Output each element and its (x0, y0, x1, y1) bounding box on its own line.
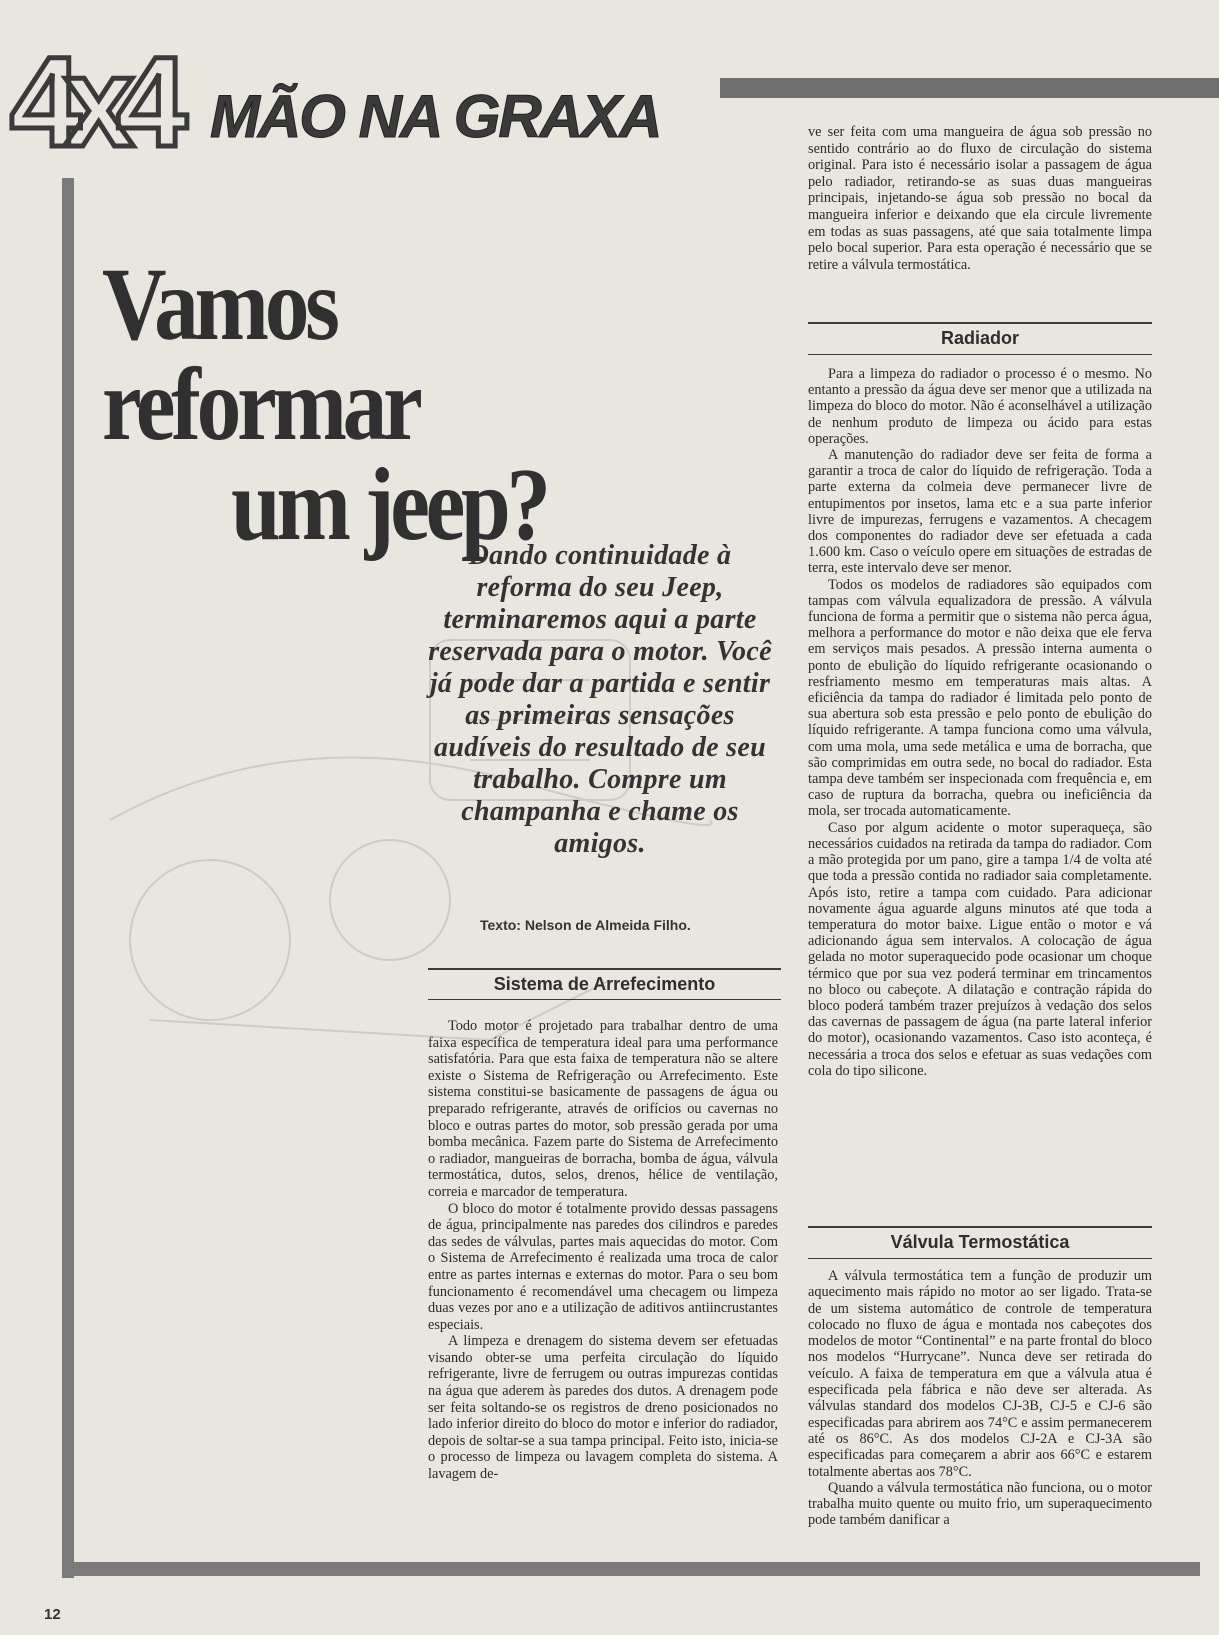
paragraph: A válvula termostática tem a função de produzir um aquecimento mais rápido no motor ao ser ligado. Trata-se de um sistema automático de controle de temperatura colocado no fluxo de água e montada nos cabeçotes dos modelos de motor “Continental” e na parte frontal do bloco nos modelos “Hurrycane”. Nunca deve ser retirada do veículo. A faixa de temperatura em que a válvula atua é especificada pela fábrica e não deve ser alterada. As válvulas standard dos modelos CJ-3B, CJ-5 e CJ-6 são especificadas para abrirem aos 74°C e assim permanecerem até os 86°C. As dos modelos CJ-2A e CJ-3A são especificadas para começarem a abrir aos 66°C e estarem totalmente abertas aos 78°C. (808, 1268, 1152, 1480)
column-middle (428, 1018, 778, 1483)
subhead-radiador: Radiador (940, 328, 1019, 348)
header-rule (720, 78, 1219, 98)
section-rule-top (428, 968, 781, 970)
left-margin-rule (62, 178, 74, 1578)
paragraph: Todos os modelos de radiadores são equipados com tampas com válvula equalizadora de pressão. A válvula funciona de forma a permitir que o sistema não perca água, melhora a performance do motor e não deixa que ele ferva em serviços mais pesados. A pressão interna aumenta o ponto de ebulição do líquido refrigerante ocasionando o resfriamento mesmo em temperaturas mais altas. A eficiência da tampa do radiador é limitada pelo ponto de sua abertura sob esta pressão e pelo ponto de ebulição do líquido refrigerante. A tampa funciona como uma válvula, com uma mola, uma sede metálica e uma de borracha, que são comprimidas em outra sede, no bocal do radiador. Esta tampa deve também ser inspecionada com frequência e, em caso de ruptura da borracha, quebra ou ineficiência da mola, ser trocada automaticamente. (808, 576, 1152, 820)
paragraph: A manutenção do radiador deve ser feita de forma a garantir a troca de calor do líquido de refrigeração. Toda a parte externa da colmeia deve permanecer livre de entupimentos por insetos, lama etc e a sua parte inferior livre de impurezas, ferrugens e vazamentos. A checagem dos componentes do radiador deve ser efetuada a cada 1.600 km. Caso o veículo opere em situações de estradas de terra, este intervalo deve ser menor. (808, 447, 1152, 577)
column-right-continuation (808, 124, 1152, 273)
section-rule-bottom (808, 1258, 1152, 1259)
paragraph: Todo motor é projetado para trabalhar dentro de uma faixa específica de temperatura ideal para uma performance satisfatória. Para que esta faixa de temperatura não se altere existe o Sistema de Refrigeração ou Arrefecimento. Este sistema constitui-se basicamente de passagens de água ou preparado refrigerante, através de orifícios ou cavernas no bloco e outras partes do motor, sob pressão gerada por uma bomba mecânica. Fazem parte do Sistema de Arrefecimento o radiador, mangueiras de borracha, bomba de água, válvula termostática, dutos, selos, drenos, hélice de ventilação, correia e marcador de temperatura. (428, 1018, 778, 1200)
article-headline (102, 247, 635, 562)
section-rule-bottom (428, 999, 781, 1000)
headline-line-1: Vamos reformar (102, 247, 419, 462)
subhead-valvula: Válvula Termostática (890, 1232, 1070, 1252)
paragraph: Para a limpeza do radiador o processo é o mesmo. No entanto a pressão da água deve ser menor que a utilizada na limpeza do bloco do motor. Não é aconselhável a utilização de nenhum produto de limpeza ou ácido para estas operações. (808, 366, 1152, 447)
paragraph: O bloco do motor é totalmente provido dessas passagens de água, principalmente nas paredes dos cilindros e paredes das sedes de válvulas, partes mais aquecidas do motor. Com o Sistema de Arrefecimento é realizada uma troca de calor entre as partes internas e externas do motor. Para o seu bom funcionamento é recomendável uma checagem ou limpeza duas vezes por ano e a utilização de aditivos antiincrustantes especiais. (428, 1200, 778, 1333)
paragraph: Caso por algum acidente o motor superaqueça, são necessários cuidados na retirada da tampa do radiador. Com a mão protegida por um pano, gire a tampa 1/4 de volta até que toda a pressão contida no radiador saia completamente. Após isto, retire a tampa com cuidado. Para adicionar novamente água aguarde alguns minutos até que toda a temperatura do motor baixe. Ligue então o motor e vá adicionando água sem intervalos. A colocação de água gelada no motor superaquecido pode ocasionar um choque térmico que por sua vez poderá terminar em trincamentos no bloco ou cabeçote. A dilatação e contração rápida do bloco poderá também trazer prejuízos à vedação dos selos das cavernas de passagem de água (na parte lateral inferior do motor), ocasionando vazamentos. Caso isto aconteça, é necessária a troca dos selos e efetuar as suas vedações com cola do tipo silicone. (808, 819, 1152, 1079)
column-right-valvula (808, 1268, 1152, 1529)
subhead-arrefecimento: Sistema de Arrefecimento (493, 974, 716, 994)
footer-rule (62, 1562, 1200, 1576)
section-rule-bottom (808, 354, 1152, 355)
column-right-radiador (808, 366, 1152, 1079)
logo-number: 4x4 (10, 31, 170, 168)
page-number: 12 (44, 1606, 61, 1623)
section-logo (8, 28, 198, 168)
paragraph: A limpeza e drenagem do sistema devem ser efetuadas visando obter-se uma perfeita circulação do líquido refrigerante, livre de ferrugem ou outras impurezas contidas na água que aderem às paredes dos dutos. A drenagem pode ser feita soltando-se os registros de dreno posicionados no lado inferior direito do bloco do motor e inferior do radiador, depois de soltar-se a sua tampa principal. Feito isto, inicia-se o processo de limpeza ou lavagem completa do sistema. A lavagem de- (428, 1333, 778, 1483)
section-rule-top (808, 322, 1152, 324)
headline-line-2: um jeep? (231, 447, 547, 562)
article-lead: Dando continuidade à reforma do seu Jeep, terminaremos aqui a parte reservada para o motor. Você já pode dar a partida e sentir as primeiras sensações audíveis do resultado de seu trabalho. Compre um champanha e chame os amigos. (428, 540, 772, 859)
article-byline: Texto: Nelson de Almeida Filho. (480, 917, 691, 933)
section-title: MÃO NA GRAXA (210, 83, 661, 150)
paragraph: Quando a válvula termostática não funciona, ou o motor trabalha muito quente ou muito frio, um superaquecimento pode também danificar a (808, 1479, 1152, 1529)
section-rule-top (808, 1226, 1152, 1228)
paragraph: ve ser feita com uma mangueira de água sob pressão no sentido contrário ao do fluxo de circulação do sistema original. Para isto é necessário isolar a passagem de água pelo radiador, retirando-se as suas duas mangueiras principais, injetando-se água sob pressão no bocal da mangueira inferior e deixando que ela circule livremente em todas as suas passagens, até que saia totalmente limpa pelo bocal superior. Para esta operação é necessário que se retire a válvula termostática. (808, 124, 1152, 273)
